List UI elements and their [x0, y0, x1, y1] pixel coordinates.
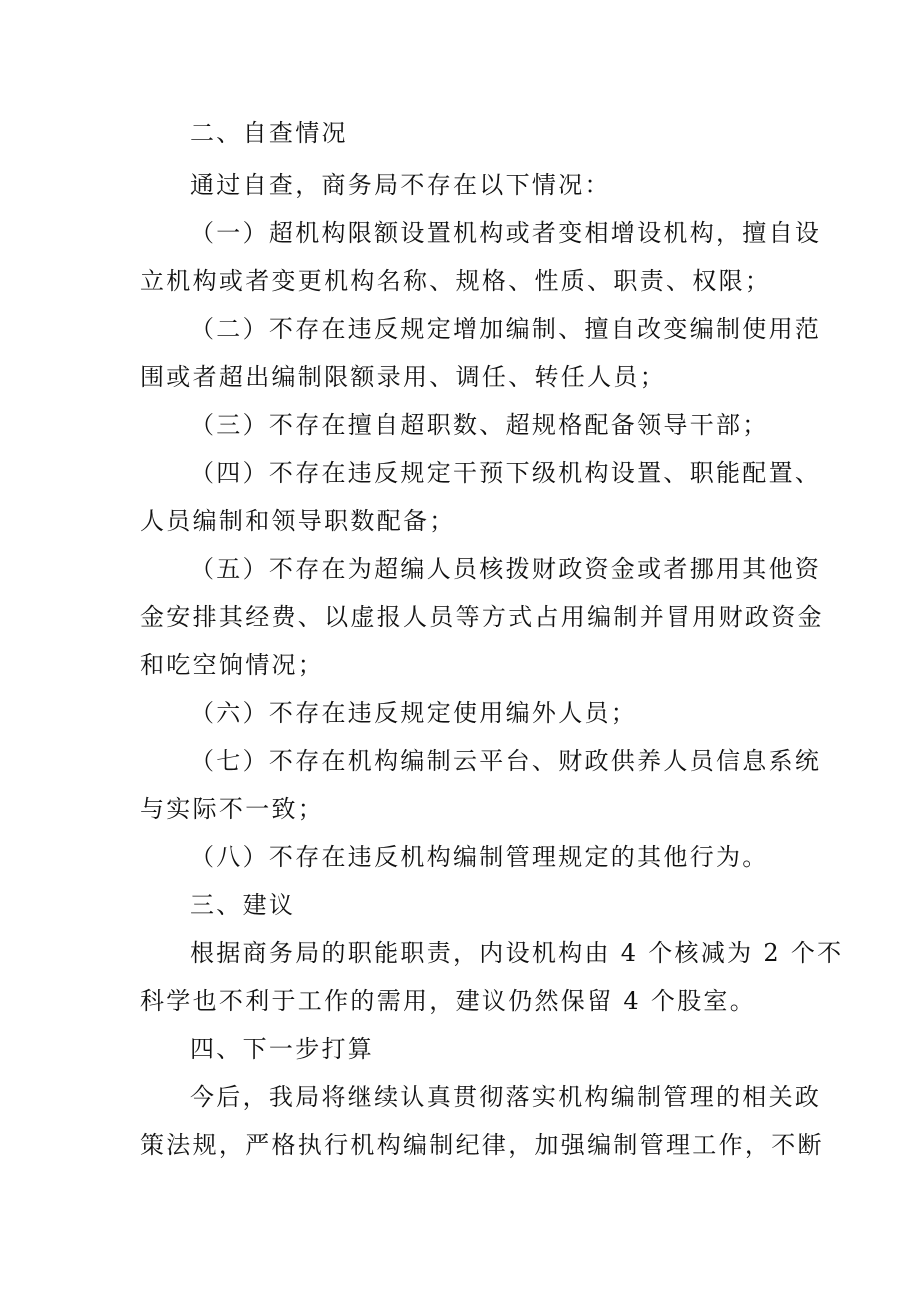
paragraph-line: 与实际不一致；: [140, 795, 325, 823]
paragraph-line: （八）不存在违反机构编制管理规定的其他行为。: [190, 843, 769, 871]
section-heading-self-check: 二、自查情况: [190, 119, 348, 147]
paragraph-line: 今后，我局将继续认真贯彻落实机构编制管理的相关政: [190, 1083, 822, 1111]
paragraph-line: （一）超机构限额设置机构或者变相增设机构，擅自设: [190, 219, 822, 247]
paragraph-line: 人员编制和领导职数配备；: [140, 507, 456, 535]
paragraph-line: 策法规，严格执行机构编制纪律，加强编制管理工作，不断: [140, 1131, 824, 1159]
paragraph-line: 金安排其经费、以虚报人员等方式占用编制并冒用财政资金: [140, 603, 824, 631]
paragraph-line: 科学也不利于工作的需用，建议仍然保留 4 个股室。: [140, 987, 757, 1015]
paragraph-line: 围或者超出编制限额录用、调任、转任人员；: [140, 363, 666, 391]
paragraph-line: 立机构或者变更机构名称、规格、性质、职责、权限；: [140, 267, 772, 295]
paragraph-line: 和吃空饷情况；: [140, 651, 325, 679]
paragraph-line: 通过自查，商务局不存在以下情况：: [190, 171, 611, 199]
paragraph-line: （五）不存在为超编人员核拨财政资金或者挪用其他资: [190, 555, 822, 583]
paragraph-line: （六）不存在违反规定使用编外人员；: [190, 699, 638, 727]
paragraph-line: （三）不存在擅自超职数、超规格配备领导干部；: [190, 411, 769, 439]
section-heading-next-steps: 四、下一步打算: [190, 1035, 375, 1063]
paragraph-line: （二）不存在违反规定增加编制、擅自改变编制使用范: [190, 315, 822, 343]
paragraph-line: （四）不存在违反规定干预下级机构设置、职能配置、: [190, 459, 822, 487]
paragraph-line: （七）不存在机构编制云平台、财政供养人员信息系统: [190, 747, 822, 775]
paragraph-line: 根据商务局的职能职责，内设机构由 4 个核减为 2 个不: [190, 939, 844, 967]
section-heading-suggestion: 三、建议: [190, 891, 296, 919]
